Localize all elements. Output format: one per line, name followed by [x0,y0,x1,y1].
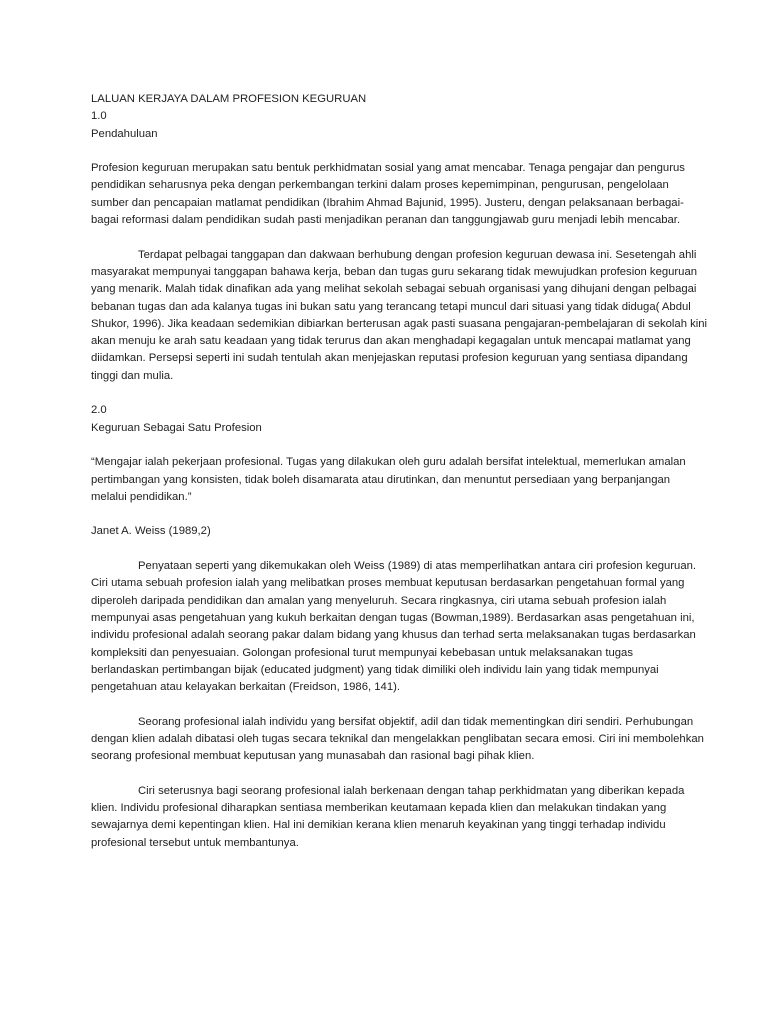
paragraph-introduction [91,160,721,229]
paragraph-line: bagai reformasi dalam pendidikan sudah pasti menjadikan peranan dan tanggungjawab guru menjadi lebih mencabar. [91,214,681,227]
paragraph-line: berlandaskan pertimbangan bijak (educated judgment) yang tidak dimiliki oleh individu lain yang tidak mempunyai [91,663,659,676]
paragraph-line: tinggi dan mulia. [91,369,174,382]
paragraph-line: pengetahuan atau kelayakan berkaitan (Freidson, 1986, 141). [91,681,400,694]
paragraph-line: sewajarnya demi kepentingan klien. Hal ini demikian kerana klien menaruh keyakinan yang tinggi terhadap individu [91,819,666,832]
paragraph-line: yang menarik. Malah tidak dinafikan ada yang melihat sekolah sebagai sebuah organisasi yang dihujani dengan pelbagai [91,283,697,296]
section-2-heading [91,402,721,437]
paragraph-service [91,783,721,852]
section-heading: Keguruan Sebagai Satu Profesion [91,421,262,434]
paragraph-line: seorang profesional membuat keputusan yang munasabah dan rasional bagi pihak klien. [91,750,535,763]
quote-line: pertimbangan yang konsisten, tidak boleh disamarata atau dirutinkan, dan menuntut persediaan yang berpanjangan [91,473,671,486]
section-heading: Pendahuluan [91,127,158,140]
paragraph-line: Profesion keguruan merupakan satu bentuk perkhidmatan sosial yang amat mencabar. Tenaga pengajar dan pengurus [91,162,685,175]
section-number: 1.0 [91,110,107,123]
paragraph-line: diperoleh daripada pendidikan dan amalan yang menyeluruh. Secara ringkasnya, ciri utama sebuah profesion ialah [91,594,667,607]
paragraph-line: pendidikan seharusnya peka dengan perkembangan terkini dalam proses kepemimpinan, pengurusan, pengelolaan [91,179,669,192]
document-page [91,91,721,852]
paragraph-line: kompleksiti dan penyesuaian. Golongan profesional turut mempunyai kebebasan untuk melaksanakan tugas [91,646,633,659]
document-title: LALUAN KERJAYA DALAM PROFESION KEGURUAN [91,93,367,105]
paragraph-line: profesional tersebut untuk membantunya. [91,836,299,849]
paragraph-line: Seorang profesional ialah individu yang bersifat objektif, adil dan tidak mementingkan diri sendiri. Perhubungan [138,715,694,728]
paragraph-line: Ciri seterusnya bagi seorang profesional ialah berkenaan dengan tahap perkhidmatan yang diberikan kepada [138,784,685,797]
paragraph-line: sumber dan pencapaian matlamat pendidikan (Ibrahim Ahmad Bajunid, 1995). Justeru, dengan pelaksanaan berbagai- [91,196,684,209]
paragraph-line: bebanan tugas dan ada kalanya tugas ini bukan satu yang terancang tetapi muncul dari situasi yang tidak diduga( Abdul [91,300,691,313]
paragraph-line: dengan klien adalah dibatasi oleh tugas secara teknikal dan mengelakkan penglibatan secara emosi. Ciri ini membolehkan [91,732,704,745]
quote-line: melalui pendidikan.” [91,490,192,503]
paragraph-weiss [91,558,721,696]
paragraph-line: klien. Individu profesional diharapkan sentiasa memberikan keutamaan kepada klien dan melakukan tindakan yang [91,802,667,815]
paragraph-line: individu profesional adalah seorang pakar dalam bidang yang khusus dan terhad serta melaksanakan tugas berdasarkan [91,629,696,642]
paragraph-objective [91,714,721,766]
paragraph-line: Terdapat pelbagai tanggapan dan dakwaan berhubung dengan profesion keguruan dewasa ini. Sesetengah ahli [138,248,697,261]
quote-line: “Mengajar ialah pekerjaan profesional. Tugas yang dilakukan oleh guru adalah bersifat intelektual, memerlukan amalan [91,456,686,469]
block-quote [91,454,721,506]
paragraph-line: diidamkan. Persepsi seperti ini sudah tentulah akan menjejaskan reputasi profesion keguruan yang sentiasa dipandang [91,352,688,365]
quote-citation: Janet A. Weiss (1989,2) [91,525,211,538]
paragraph-line: Shukor, 1996). Jika keadaan sedemikian dibiarkan berterusan agak pasti suasana pengajaran-pembelajaran di sekolah kini [91,317,708,330]
paragraph-line: Ciri utama sebuah profesion ialah yang melibatkan proses membuat keputusan berdasarkan pengetahuan formal yang [91,577,685,590]
paragraph-line: akan menuju ke arah satu keadaan yang tidak terurus dan akan menghadapi kegagalan untuk mencapai matlamat yang [91,335,691,348]
document-heading [91,91,721,143]
paragraph-line: masyarakat mempunyai tanggapan bahawa kerja, beban dan tugas guru sekarang tidak mewujudkan profesion keguruan [91,265,698,278]
paragraph-line: Penyataan seperti yang dikemukakan oleh Weiss (1989) di atas memperlihatkan antara ciri profesion keguruan. [138,560,697,573]
paragraph-perceptions [91,247,721,385]
section-number: 2.0 [91,404,107,417]
paragraph-line: mempunyai asas pengetahuan yang kukuh berkaitan dengan tugas (Bowman,1989). Berdasarkan asas pengetahuan ini, [91,611,695,624]
